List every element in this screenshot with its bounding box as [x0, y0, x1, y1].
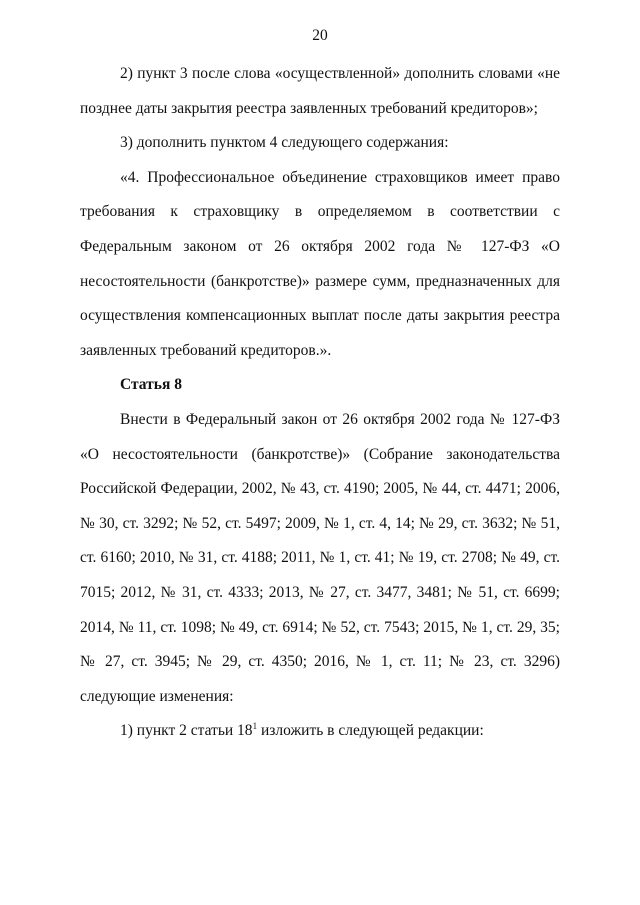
item-1-text: 1) пункт 2 статьи 18	[120, 722, 253, 740]
article-heading: Статья 8	[120, 376, 182, 394]
paragraph-article-intro: Внести в Федеральный закон от 26 октября 2002 года № 127-ФЗ «О несостоятельности (банкротстве)» (Собрание законодательства Российской Федерации, 2002, № 43, ст. 4190; 2005, № 44, ст. 4471; 2006, № 30, ст. 3292; № 52, ст. 5497; 2009, № 1, ст. 4, 14; № 29, ст. 3632; № 51, ст. 6160; 2010, № 31, ст. 4188; 2011, № 1, ст. 41; № 19, ст. 2708; № 49, ст. 7015; 2012, № 31, ст. 4333; 2013, № 27, ст. 3477, 3481; № 51, ст. 6699; 2014, № 11, ст. 1098; № 49, ст. 6914; № 52, ст. 7543; 2015, № 1, ст. 29, 35; № 27, ст. 3945; № 29, ст. 4350; 2016, № 1, ст. 11; № 23, ст. 3296) следующие изменения:	[80, 410, 560, 705]
paragraph-quoted-point-4: «4. Профессиональное объединение страховщиков имеет право требования к страховщику в определяемом в соответствии с Федеральным законом от 26 октября 2002 года № 127-ФЗ «О несостоятельности (банкротстве)» размере сумм, предназначенных для осуществления компенсационных выплат после даты закрытия реестра заявленных требований кредиторов.».	[80, 168, 560, 359]
paragraph-item-1	[80, 714, 560, 749]
item-1-text-end: изложить в следующей редакции:	[257, 722, 484, 740]
paragraph-item-2: 2) пункт 3 после слова «осуществленной» дополнить словами «не позднее даты закрытия реестра заявленных требований кредиторов»;	[80, 65, 560, 117]
page-number: 20	[312, 27, 328, 44]
paragraph-item-3: 3) дополнить пунктом 4 следующего содержания:	[120, 134, 449, 152]
superscript-index: 1	[252, 721, 258, 732]
document-body	[80, 57, 560, 749]
